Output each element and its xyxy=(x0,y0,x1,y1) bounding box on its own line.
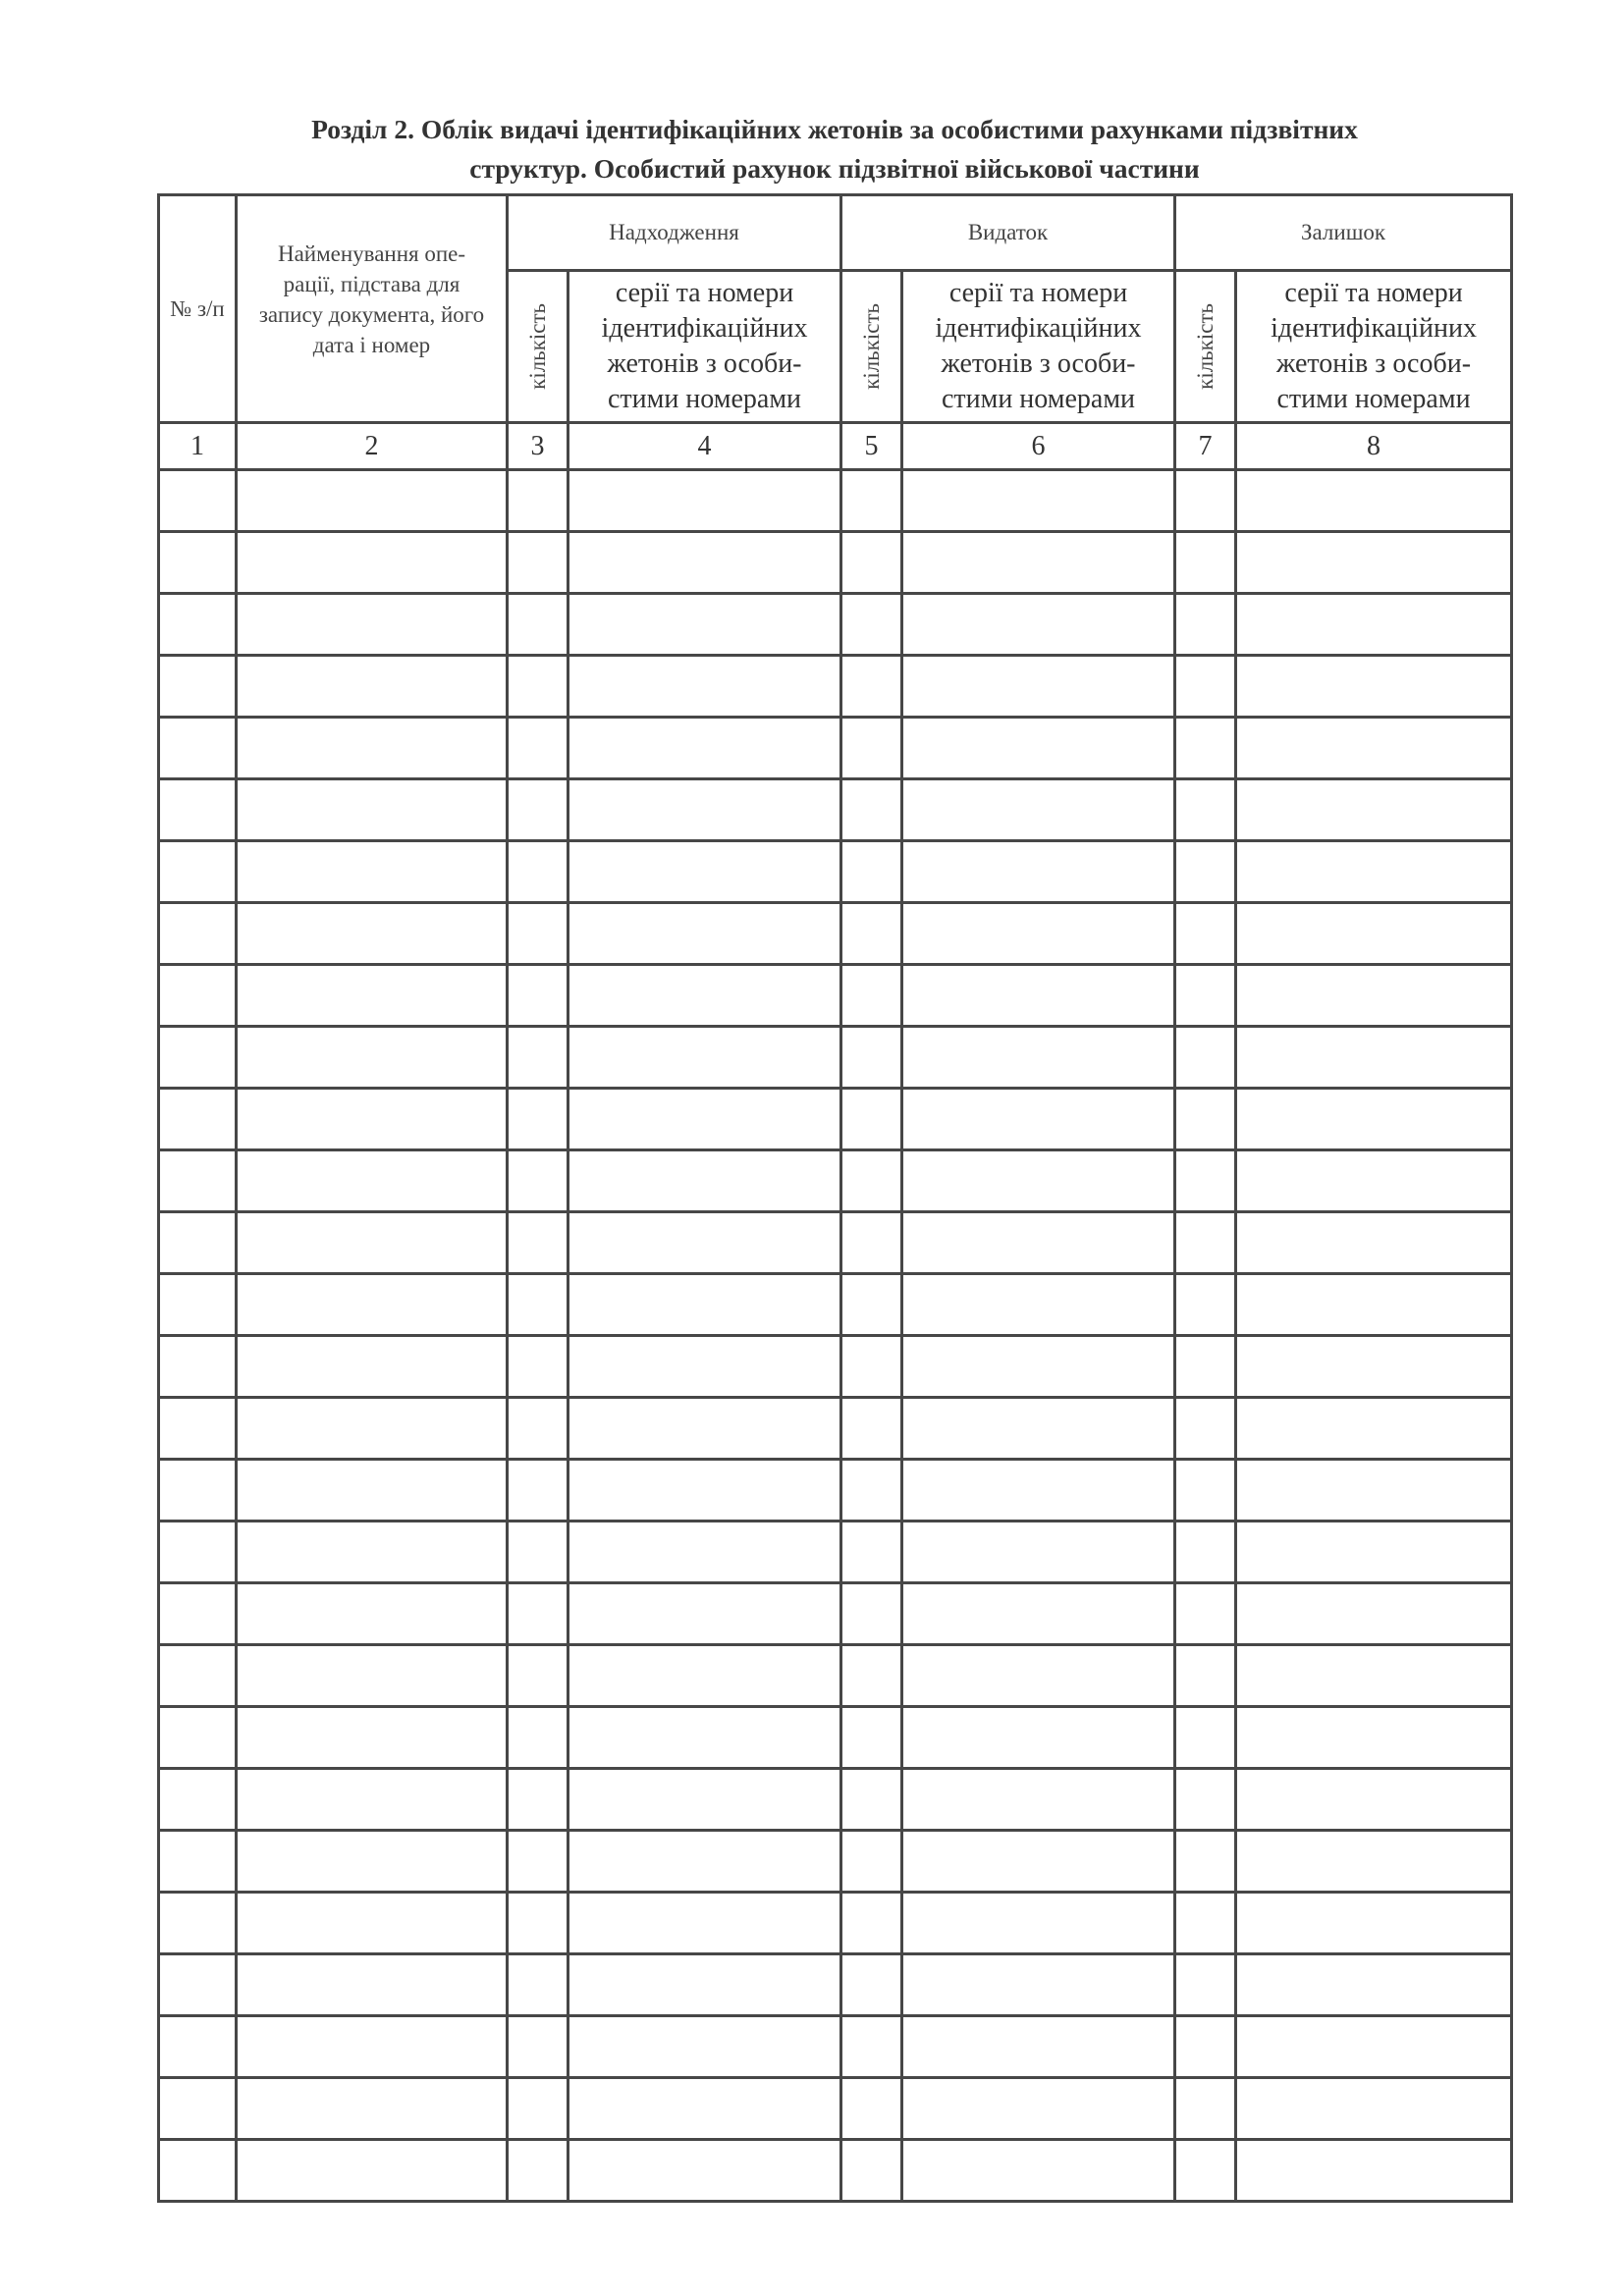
table-cell xyxy=(159,656,237,718)
table-cell xyxy=(159,718,237,779)
section-title-line-2: структур. Особистий рахунок підзвітної військової частини xyxy=(469,153,1200,184)
table-cell xyxy=(159,2016,237,2078)
table-cell xyxy=(1236,1707,1512,1769)
header-group-receipt: Надходження xyxy=(508,195,841,271)
table-cell xyxy=(1236,2140,1512,2202)
table-cell xyxy=(237,1089,508,1150)
table-cell xyxy=(902,2078,1175,2140)
table-cell xyxy=(508,470,568,532)
table-cell xyxy=(1175,1583,1236,1645)
table-cell xyxy=(159,2140,237,2202)
table-cell xyxy=(841,1707,902,1769)
table-cell xyxy=(508,1336,568,1398)
table-cell xyxy=(237,1954,508,2016)
column-number: 1 xyxy=(159,423,237,470)
table-cell xyxy=(237,2016,508,2078)
table-cell xyxy=(841,2140,902,2202)
table-cell xyxy=(902,1398,1175,1460)
table-cell xyxy=(568,1274,841,1336)
table-cell xyxy=(508,841,568,903)
table-cell xyxy=(1175,1645,1236,1707)
table-cell xyxy=(902,1274,1175,1336)
table-cell xyxy=(1175,2016,1236,2078)
table-cell xyxy=(508,1089,568,1150)
table-cell xyxy=(237,1707,508,1769)
table-cell xyxy=(1175,532,1236,594)
table-cell xyxy=(237,1769,508,1831)
table-cell xyxy=(1236,1150,1512,1212)
table-cell xyxy=(568,841,841,903)
table-cell xyxy=(237,1583,508,1645)
table-cell xyxy=(508,1831,568,1893)
table-cell xyxy=(1236,1274,1512,1336)
table-cell xyxy=(508,2016,568,2078)
table-cell xyxy=(1236,1460,1512,1522)
table-cell xyxy=(508,1522,568,1583)
table-cell xyxy=(1236,1645,1512,1707)
table-cell xyxy=(1175,841,1236,903)
table-cell xyxy=(1236,1398,1512,1460)
table-cell xyxy=(902,1460,1175,1522)
table-cell xyxy=(568,2016,841,2078)
table-cell xyxy=(508,1583,568,1645)
table-cell xyxy=(159,2078,237,2140)
table-cell xyxy=(159,1336,237,1398)
column-number-row xyxy=(159,423,1512,470)
table-cell xyxy=(1236,965,1512,1027)
table-row xyxy=(159,594,1512,656)
table-cell xyxy=(568,1212,841,1274)
table-cell xyxy=(902,903,1175,965)
table-cell xyxy=(508,532,568,594)
table-cell xyxy=(902,1893,1175,1954)
table-row xyxy=(159,779,1512,841)
table-cell xyxy=(237,779,508,841)
table-cell xyxy=(1175,1460,1236,1522)
table-cell xyxy=(841,1027,902,1089)
table-cell xyxy=(159,1027,237,1089)
table-cell xyxy=(508,903,568,965)
table-cell xyxy=(237,903,508,965)
table-cell xyxy=(568,1027,841,1089)
table-cell xyxy=(568,1769,841,1831)
table-cell xyxy=(841,1893,902,1954)
table-cell xyxy=(568,965,841,1027)
table-cell xyxy=(508,656,568,718)
table-cell xyxy=(1236,656,1512,718)
table-cell xyxy=(1236,1089,1512,1150)
table-cell xyxy=(159,1645,237,1707)
table-cell xyxy=(568,1460,841,1522)
table-cell xyxy=(237,1893,508,1954)
table-cell xyxy=(902,532,1175,594)
table-cell xyxy=(237,1398,508,1460)
table-cell xyxy=(1175,1831,1236,1893)
table-cell xyxy=(1175,1089,1236,1150)
table-cell xyxy=(902,656,1175,718)
table-cell xyxy=(237,965,508,1027)
table-cell xyxy=(159,1893,237,1954)
table-cell xyxy=(568,1398,841,1460)
header-balance-series: серії та номери ідентифікаційних жетонів з особи-стими номерами xyxy=(1236,271,1512,423)
header-receipt-quantity: кількість xyxy=(508,271,568,423)
table-cell xyxy=(841,1150,902,1212)
table-cell xyxy=(1175,1769,1236,1831)
table-cell xyxy=(508,1150,568,1212)
table-cell xyxy=(159,1150,237,1212)
table-cell xyxy=(1236,2016,1512,2078)
table-row xyxy=(159,1089,1512,1150)
table-cell xyxy=(237,2140,508,2202)
table-cell xyxy=(508,2078,568,2140)
table-cell xyxy=(902,841,1175,903)
table-cell xyxy=(159,779,237,841)
table-cell xyxy=(902,1150,1175,1212)
table-cell xyxy=(1175,2078,1236,2140)
table-cell xyxy=(841,1645,902,1707)
table-cell xyxy=(841,1398,902,1460)
table-cell xyxy=(568,1089,841,1150)
table-cell xyxy=(841,965,902,1027)
table-cell xyxy=(568,470,841,532)
table-cell xyxy=(508,779,568,841)
table-cell xyxy=(841,1212,902,1274)
table-cell xyxy=(159,841,237,903)
table-cell xyxy=(902,1027,1175,1089)
table-cell xyxy=(1175,1893,1236,1954)
table-cell xyxy=(508,1707,568,1769)
header-row-number: № з/п xyxy=(159,195,237,423)
table-cell xyxy=(159,1831,237,1893)
table-cell xyxy=(902,1769,1175,1831)
table-cell xyxy=(1236,779,1512,841)
table-cell xyxy=(1175,1707,1236,1769)
table-cell xyxy=(508,2140,568,2202)
table-cell xyxy=(1236,1336,1512,1398)
table-cell xyxy=(568,903,841,965)
table-cell xyxy=(159,594,237,656)
table-cell xyxy=(1175,779,1236,841)
table-cell xyxy=(902,718,1175,779)
table-cell xyxy=(902,1954,1175,2016)
column-number: 5 xyxy=(841,423,902,470)
table-cell xyxy=(1236,1212,1512,1274)
table-cell xyxy=(159,1398,237,1460)
table-cell xyxy=(1175,1522,1236,1583)
table-cell xyxy=(508,1893,568,1954)
table-cell xyxy=(237,718,508,779)
table-cell xyxy=(568,718,841,779)
table-cell xyxy=(237,532,508,594)
table-cell xyxy=(841,903,902,965)
table-cell xyxy=(237,2078,508,2140)
table-cell xyxy=(508,965,568,1027)
table-row xyxy=(159,1274,1512,1336)
table-cell xyxy=(568,532,841,594)
table-cell xyxy=(159,1522,237,1583)
table-cell xyxy=(1175,1954,1236,2016)
table-row xyxy=(159,1522,1512,1583)
table-cell xyxy=(902,1212,1175,1274)
table-cell xyxy=(159,1089,237,1150)
table-cell xyxy=(568,779,841,841)
table-cell xyxy=(159,1460,237,1522)
table-cell xyxy=(237,1336,508,1398)
table-cell xyxy=(159,1769,237,1831)
column-number: 3 xyxy=(508,423,568,470)
table-row xyxy=(159,1150,1512,1212)
table-cell xyxy=(508,1398,568,1460)
table-cell xyxy=(841,1460,902,1522)
table-cell xyxy=(237,841,508,903)
table-cell xyxy=(841,2078,902,2140)
table-row xyxy=(159,1769,1512,1831)
table-row xyxy=(159,2016,1512,2078)
table-cell xyxy=(841,594,902,656)
table-cell xyxy=(1175,1212,1236,1274)
table-cell xyxy=(1236,532,1512,594)
table-cell xyxy=(841,2016,902,2078)
table-cell xyxy=(1175,1027,1236,1089)
table-cell xyxy=(1175,594,1236,656)
table-cell xyxy=(1236,470,1512,532)
table-cell xyxy=(568,1954,841,2016)
column-number: 7 xyxy=(1175,423,1236,470)
table-cell xyxy=(568,1831,841,1893)
column-number: 4 xyxy=(568,423,841,470)
table-cell xyxy=(1236,1831,1512,1893)
table-cell xyxy=(568,1336,841,1398)
table-cell xyxy=(237,656,508,718)
table-cell xyxy=(237,1460,508,1522)
table-cell xyxy=(568,1893,841,1954)
table-cell xyxy=(159,903,237,965)
column-number: 6 xyxy=(902,423,1175,470)
header-group-expense: Видаток xyxy=(841,195,1175,271)
table-cell xyxy=(1236,1583,1512,1645)
table-cell xyxy=(1175,718,1236,779)
table-cell xyxy=(1175,1336,1236,1398)
table-cell xyxy=(902,2140,1175,2202)
table-row xyxy=(159,841,1512,903)
table-cell xyxy=(237,594,508,656)
table-cell xyxy=(1236,841,1512,903)
table-cell xyxy=(841,1336,902,1398)
table-cell xyxy=(568,2140,841,2202)
table-cell xyxy=(902,1707,1175,1769)
table-cell xyxy=(902,1583,1175,1645)
table-cell xyxy=(902,470,1175,532)
section-title-line-1: Розділ 2. Облік видачі ідентифікаційних жетонів за особистими рахунками підзвітних xyxy=(311,114,1358,144)
table-cell xyxy=(508,1954,568,2016)
table-row xyxy=(159,1027,1512,1089)
table-cell xyxy=(159,1583,237,1645)
table-cell xyxy=(159,532,237,594)
table-cell xyxy=(841,1583,902,1645)
table-cell xyxy=(1175,1398,1236,1460)
table-cell xyxy=(159,965,237,1027)
table-cell xyxy=(1175,1150,1236,1212)
table-cell xyxy=(159,1212,237,1274)
table-cell xyxy=(568,2078,841,2140)
table-cell xyxy=(508,718,568,779)
table-row xyxy=(159,2078,1512,2140)
table-cell xyxy=(568,1707,841,1769)
table-cell xyxy=(237,1645,508,1707)
table-row xyxy=(159,965,1512,1027)
table-cell xyxy=(237,470,508,532)
header-expense-series: серії та номери ідентифікаційних жетонів з особи-стими номерами xyxy=(902,271,1175,423)
table-row xyxy=(159,1645,1512,1707)
table-cell xyxy=(237,1150,508,1212)
table-cell xyxy=(841,470,902,532)
table-cell xyxy=(508,1212,568,1274)
table-cell xyxy=(1175,903,1236,965)
table-row xyxy=(159,1336,1512,1398)
table-cell xyxy=(1175,1274,1236,1336)
tokens-ledger-table xyxy=(157,193,1513,2203)
table-row xyxy=(159,1583,1512,1645)
table-cell xyxy=(568,1583,841,1645)
table-cell xyxy=(1236,903,1512,965)
table-cell xyxy=(1236,1522,1512,1583)
table-cell xyxy=(1175,656,1236,718)
table-cell xyxy=(841,1522,902,1583)
column-number: 8 xyxy=(1236,423,1512,470)
table-cell xyxy=(159,1954,237,2016)
table-row xyxy=(159,1212,1512,1274)
table-cell xyxy=(568,1522,841,1583)
table-cell xyxy=(237,1831,508,1893)
table-cell xyxy=(159,1707,237,1769)
table-cell xyxy=(1236,1769,1512,1831)
table-cell xyxy=(902,1336,1175,1398)
table-cell xyxy=(237,1212,508,1274)
table-row xyxy=(159,1398,1512,1460)
table-cell xyxy=(841,1274,902,1336)
table-cell xyxy=(1236,1027,1512,1089)
header-receipt-series: серії та номери ідентифікаційних жетонів з особи-стими номерами xyxy=(568,271,841,423)
table-cell xyxy=(902,1522,1175,1583)
table-cell xyxy=(568,1150,841,1212)
table-row xyxy=(159,718,1512,779)
table-cell xyxy=(568,656,841,718)
table-row xyxy=(159,656,1512,718)
column-number: 2 xyxy=(237,423,508,470)
table-row xyxy=(159,532,1512,594)
table-cell xyxy=(508,1645,568,1707)
table-cell xyxy=(508,1460,568,1522)
table-cell xyxy=(841,1089,902,1150)
header-group-balance: Залишок xyxy=(1175,195,1512,271)
table-cell xyxy=(902,2016,1175,2078)
table-cell xyxy=(508,1274,568,1336)
table-cell xyxy=(841,779,902,841)
table-cell xyxy=(902,594,1175,656)
ledger-entries xyxy=(159,470,1512,2202)
table-cell xyxy=(508,594,568,656)
table-row xyxy=(159,1460,1512,1522)
table-cell xyxy=(841,718,902,779)
table-cell xyxy=(841,1954,902,2016)
table-cell xyxy=(841,841,902,903)
table-cell xyxy=(902,1645,1175,1707)
table-cell xyxy=(568,1645,841,1707)
header-expense-quantity: кількість xyxy=(841,271,902,423)
header-operation: Найменування опе-рації, підстава для запису документа, його дата і номер xyxy=(237,195,508,423)
table-cell xyxy=(1175,2140,1236,2202)
table-cell xyxy=(1236,718,1512,779)
table-cell xyxy=(508,1027,568,1089)
table-cell xyxy=(1175,470,1236,532)
table-row xyxy=(159,903,1512,965)
table-cell xyxy=(508,1769,568,1831)
table-cell xyxy=(1175,965,1236,1027)
table-cell xyxy=(1236,2078,1512,2140)
header-balance-quantity: кількість xyxy=(1175,271,1236,423)
section-title xyxy=(157,110,1512,188)
table-row xyxy=(159,1831,1512,1893)
table-cell xyxy=(1236,1954,1512,2016)
table-cell xyxy=(568,594,841,656)
table-cell xyxy=(159,470,237,532)
table-row xyxy=(159,1893,1512,1954)
table-cell xyxy=(237,1027,508,1089)
table-cell xyxy=(1236,594,1512,656)
table-cell xyxy=(841,1831,902,1893)
table-cell xyxy=(902,779,1175,841)
table-cell xyxy=(841,1769,902,1831)
table-cell xyxy=(159,1274,237,1336)
table-cell xyxy=(237,1274,508,1336)
table-row xyxy=(159,1707,1512,1769)
table-row xyxy=(159,470,1512,532)
table-cell xyxy=(841,656,902,718)
table-row xyxy=(159,1954,1512,2016)
table-cell xyxy=(841,532,902,594)
table-cell xyxy=(902,965,1175,1027)
table-cell xyxy=(1236,1893,1512,1954)
table-row xyxy=(159,2140,1512,2202)
table-cell xyxy=(237,1522,508,1583)
table-cell xyxy=(902,1089,1175,1150)
table-cell xyxy=(902,1831,1175,1893)
